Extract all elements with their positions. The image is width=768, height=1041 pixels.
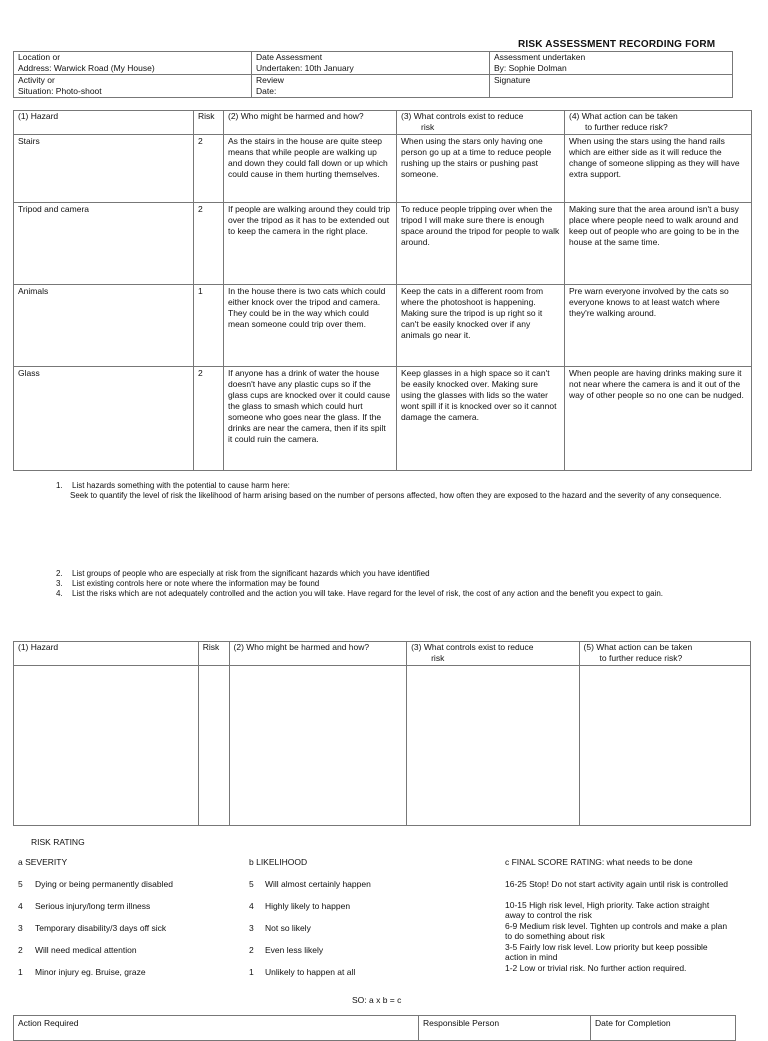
table-row [14, 203, 752, 285]
controls-header [407, 642, 579, 666]
action-header-line2: to further reduce risk? [599, 653, 683, 663]
controls-cell: To reduce people tripping over when the tripod I will make sure there is enough space around the tripod for people to walk around. [397, 203, 565, 285]
date-assessment-cell [252, 52, 490, 75]
note-number: 3. [56, 579, 63, 588]
risk-cell: 2 [194, 135, 224, 203]
final-score-title: c FINAL SCORE RATING: what needs to be done [505, 857, 693, 867]
note-text: List the risks which are not adequately controlled and the action you will take. Have regard for the level of risk, the cost of any action and the benefit you expect to gain. [72, 589, 664, 598]
final-score-column [505, 857, 730, 984]
note-text: List existing controls here or note where the information may be found [72, 579, 320, 588]
note-2 [56, 569, 736, 579]
review-date-label: Date: [256, 86, 277, 96]
action-cell: Pre warn everyone involved by the cats so everyone knows to at least watch where they're walking around. [565, 285, 752, 367]
severity-title: a SEVERITY [18, 857, 68, 867]
likelihood-item: 1 Unlikely to happen at all [249, 967, 356, 977]
note-4 [56, 589, 736, 599]
risk-table [13, 110, 752, 471]
activity-cell [14, 75, 252, 98]
note-number: 4. [56, 589, 63, 598]
severity-item: 4 Serious injury/long term illness [18, 901, 151, 911]
final-score-item: 3-5 Fairly low risk level. Low priority but keep possible action in mind [505, 942, 708, 962]
who-cell: As the stairs in the house are quite steep means that while people are walking up and down they could fall down or up which could cause in them hurting themselves. [224, 135, 397, 203]
risk-header: Risk [198, 642, 229, 666]
controls-cell: Keep the cats in a different room from where the photoshoot is happening. Making sure the tripod is up right so it can't be easily knocked over if any animals go near it. [397, 285, 565, 367]
activity-label: Activity or [18, 75, 55, 85]
likelihood-title: b LIKELIHOOD [249, 857, 308, 867]
risk-cell: 2 [194, 367, 224, 471]
severity-item: 1 Minor injury eg. Bruise, graze [18, 967, 146, 977]
hazard-header: (1) Hazard [14, 111, 194, 135]
note-number: 2. [56, 569, 63, 578]
who-header: (2) Who might be harmed and how? [229, 642, 407, 666]
final-score-item: 16-25 Stop! Do not start activity again until risk is controlled [505, 879, 728, 889]
likelihood-item: 2 Even less likely [249, 945, 324, 955]
likelihood-item: 4 Highly likely to happen [249, 901, 351, 911]
assessment-by-label: Assessment undertaken [494, 52, 586, 62]
likelihood-item: 5 Will almost certainly happen [249, 879, 371, 889]
table-row [14, 285, 752, 367]
final-score-item: 6-9 Medium risk level. Tighten up controls and make a plan to do something about risk [505, 921, 728, 941]
note-1 [56, 481, 736, 501]
hazard-cell: Animals [14, 285, 194, 367]
note-text: List hazards something with the potential to cause harm here: [72, 481, 290, 490]
action-cell: Making sure that the area around isn't a busy place where people need to walk around and keep out of people who are going to be in the house at the same time. [565, 203, 752, 285]
controls-header-line2: risk [431, 653, 445, 663]
action-header-line2: to further reduce risk? [585, 122, 668, 132]
address-value: Address: Warwick Road (My House) [18, 63, 155, 73]
score-formula: SO: a x b = c [352, 995, 402, 1005]
location-label: Location or [18, 52, 61, 62]
situation-value: Situation: Photo-shoot [18, 86, 102, 96]
action-footer-table [13, 1015, 736, 1041]
hazard-header: (1) Hazard [14, 642, 199, 666]
hazard-input-cell[interactable] [14, 666, 199, 826]
notes-list [56, 569, 736, 599]
who-header: (2) Who might be harmed and how? [224, 111, 397, 135]
risk-cell: 2 [194, 203, 224, 285]
controls-header [397, 111, 565, 135]
table-row [14, 367, 752, 471]
action-required-header: Action Required [14, 1016, 419, 1041]
final-score-item: 10-15 High risk level, High priority. Take action straight away to control the risk [505, 900, 710, 920]
risk-rating-title: RISK RATING [31, 837, 85, 847]
review-label: Review [256, 75, 284, 85]
controls-header-line1: (3) What controls exist to reduce [401, 111, 524, 121]
responsible-person-header: Responsible Person [419, 1016, 591, 1041]
controls-cell: When using the stars only having one person go up at a time to reduce people rushing up the stairs or pushing past someone. [397, 135, 565, 203]
who-cell: In the house there is two cats which could either knock over the tripod and camera. They could be in the way which could mean someone could trip over them. [224, 285, 397, 367]
risk-cell: 1 [194, 285, 224, 367]
likelihood-item: 3 Not so likely [249, 923, 311, 933]
who-cell: If anyone has a drink of water the house doesn't have any plastic cups so if the glass cups are knocked over it could cause the glass to smash which could hurt someone who goes near the glass. If the drinks are near the camera, then if its spilt it could ruin the camera. [224, 367, 397, 471]
undertaken-value: Undertaken: 10th January [256, 63, 354, 73]
action-header [579, 642, 750, 666]
signature-label: Signature [494, 75, 531, 85]
controls-header-line2: risk [421, 122, 435, 132]
action-header-line1: (5) What action can be taken [583, 642, 693, 652]
action-cell: When people are having drinks making sure it not near where the camera is and it out of the way of other people so no one can be nudged. [565, 367, 752, 471]
risk-input-cell[interactable] [198, 666, 229, 826]
severity-column [18, 857, 238, 989]
likelihood-column [249, 857, 469, 989]
note-1-detail: Seek to quantify the level of risk the likelihood of harm arising based on the number of persons affected, how often they are exposed to the hazard and the severity of any consequence. [70, 491, 722, 500]
hazard-cell: Tripod and camera [14, 203, 194, 285]
date-assessment-label: Date Assessment [256, 52, 323, 62]
location-cell [14, 52, 252, 75]
action-input-cell[interactable] [579, 666, 750, 826]
assessment-info-table [13, 51, 733, 98]
date-for-completion-header: Date for Completion [591, 1016, 736, 1041]
note-text: List groups of people who are especially at risk from the significant hazards which you have identified [72, 569, 430, 578]
controls-header-line1: (3) What controls exist to reduce [411, 642, 534, 652]
final-score-item: 1-2 Low or trivial risk. No further action required. [505, 963, 687, 973]
severity-item: 5 Dying or being permanently disabled [18, 879, 173, 889]
severity-item: 3 Temporary disability/3 days off sick [18, 923, 167, 933]
note-number: 1. [56, 481, 63, 490]
controls-cell: Keep glasses in a high space so it can't be easily knocked over. Making sure using the glasses with lids so the water wont spill if it is knocked over so it cannot damage the camera. [397, 367, 565, 471]
table-row [14, 135, 752, 203]
action-cell: When using the stars using the hand rails which are either side as it will reduce the change of someone slipping as they will have extra support. [565, 135, 752, 203]
risk-header: Risk [194, 111, 224, 135]
blank-row [14, 666, 751, 826]
hazard-cell: Glass [14, 367, 194, 471]
review-cell [252, 75, 490, 98]
assessor-cell [490, 52, 733, 75]
form-title: RISK ASSESSMENT RECORDING FORM [518, 39, 716, 50]
who-input-cell[interactable] [229, 666, 407, 826]
action-header [565, 111, 752, 135]
controls-input-cell[interactable] [407, 666, 579, 826]
assessor-value: By: Sophie Dolman [494, 63, 567, 73]
hazard-cell: Stairs [14, 135, 194, 203]
signature-cell [490, 75, 733, 98]
blank-risk-table [13, 641, 751, 826]
severity-item: 2 Will need medical attention [18, 945, 137, 955]
who-cell: If people are walking around they could trip over the tripod as it has to be extended out to keep the camera in the right place. [224, 203, 397, 285]
action-header-line1: (4) What action can be taken [569, 111, 678, 121]
note-3 [56, 579, 736, 589]
